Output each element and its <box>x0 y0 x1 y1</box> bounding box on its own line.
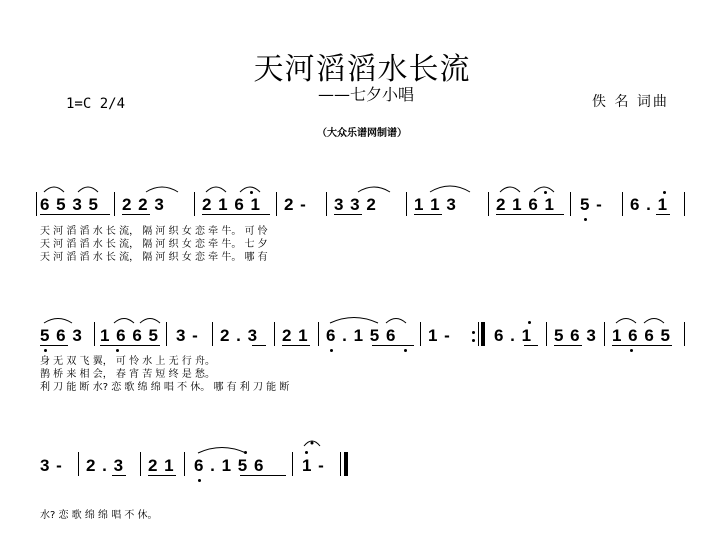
measure: 1 1 3 <box>414 195 457 214</box>
measure: 5 6 3 <box>554 326 597 345</box>
slur <box>78 187 98 192</box>
measure: 2 1 <box>148 456 175 475</box>
composer-credit: 佚 名 词曲 <box>592 94 669 110</box>
lyric-line: 利 刀 能 断 水? 恋 歌 绵 绵 唱 不 休。 哪 有 利 刀 能 断 <box>40 382 290 393</box>
lyric-line: 天 河 滔 滔 水 长 流， 隔 河 织 女 恋 牵 牛。 七 夕 <box>40 239 268 250</box>
song-title: 天河滔滔水长流 <box>253 52 471 87</box>
measure: 3 - <box>40 456 63 475</box>
measure: 1 - <box>302 456 325 475</box>
song-subtitle: ——七夕小唱 <box>318 85 415 104</box>
measure: 6 . 1 5 6 <box>326 326 397 345</box>
slur <box>44 319 72 324</box>
measure: 6 . 1 5 6 <box>194 456 265 475</box>
measure: 2 2 3 <box>122 195 165 214</box>
slur <box>386 319 406 324</box>
score-credit: （大众乐谱网制谱） <box>317 128 407 139</box>
slur <box>44 187 64 192</box>
slur <box>198 448 246 454</box>
lyric-line: 天 河 滔 滔 水 长 流， 隔 河 织 女 恋 牵 牛。 可 怜 <box>40 226 268 237</box>
slur <box>146 187 178 192</box>
slur <box>114 319 134 324</box>
fermata-dot <box>311 442 314 445</box>
slur <box>206 187 226 192</box>
slur <box>358 187 390 192</box>
lyric-line: 天 河 滔 滔 水 长 流， 隔 河 织 女 恋 牵 牛。 哪 有 <box>40 252 268 263</box>
lyric-line: 鹊 桥 来 相 会， 春 宵 苦 短 终 是 愁。 <box>40 369 215 380</box>
key-signature: 1=C 2/4 <box>66 96 126 112</box>
measure: 2 - <box>284 195 307 214</box>
slur <box>330 318 378 324</box>
slur <box>430 186 470 192</box>
measure: 3 - <box>176 326 199 345</box>
measure: 6 . 1 <box>494 326 533 345</box>
slur <box>240 187 260 192</box>
measure: 5 - <box>580 195 603 214</box>
measure: 3 3 2 <box>334 195 377 214</box>
measure: 6 . 1 <box>630 195 669 214</box>
measure: 6 5 3 5 <box>40 195 99 214</box>
slur <box>616 319 636 324</box>
measure: 5 6 3 <box>40 326 83 345</box>
slur <box>534 187 554 192</box>
measure: 2 . 3 <box>86 456 125 475</box>
measure: 2 1 6 1 <box>202 195 261 214</box>
measure: 1 6 6 5 <box>100 326 159 345</box>
lyric-line: 身 无 双 飞 翼， 可 怜 水 上 无 行 舟。 <box>40 356 215 367</box>
slur <box>500 187 520 192</box>
measure: 2 1 6 1 <box>496 195 555 214</box>
slur <box>140 319 160 324</box>
slur <box>644 319 664 324</box>
measure: 1 - <box>428 326 451 345</box>
lyric-line: 水? 恋 歌 绵 绵 唱 不 休。 <box>40 510 158 521</box>
measure: 2 . 3 <box>220 326 259 345</box>
measure: 1 6 6 5 <box>612 326 671 345</box>
measure: 2 1 <box>282 326 309 345</box>
